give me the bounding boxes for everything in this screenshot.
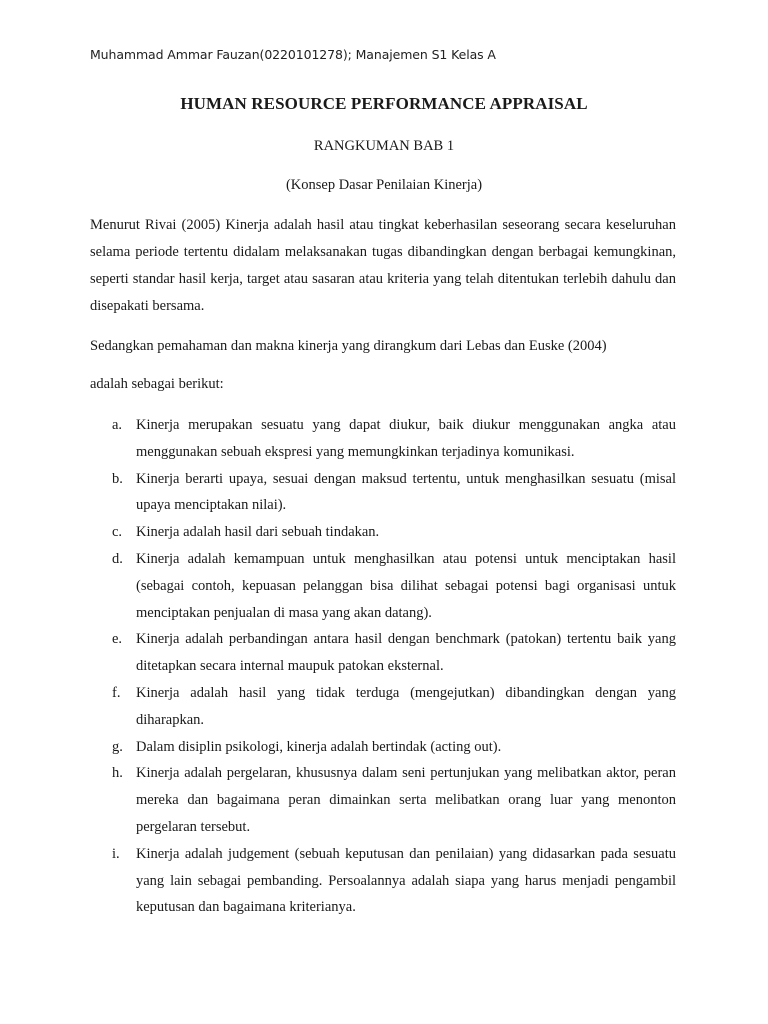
list-marker: g. — [112, 738, 123, 755]
list-marker: h. — [112, 765, 123, 782]
list-item-text: Kinerja adalah hasil dari sebuah tindakan. — [136, 524, 380, 541]
list-item — [90, 519, 676, 546]
list-item — [90, 760, 676, 840]
list-item-text: Kinerja berarti upaya, sesuai dengan maksud tertentu, untuk menghasilkan sesuatu (misal upaya menciptakan nilai). — [136, 470, 676, 514]
document-subtitle: RANGKUMAN BAB 1 — [313, 138, 455, 154]
list-item-text: Kinerja adalah judgement (sebuah keputusan dan penilaian) yang didasarkan pada sesuatu yang lain sebagai pembanding. Persoalannya adalah siapa yang harus menjadi pengambil keputusan dan bagaimana kriterianya. — [136, 845, 676, 916]
list-marker: i. — [112, 845, 120, 862]
list-item-text: Kinerja adalah pergelaran, khususnya dalam seni pertunjukan yang melibatkan aktor, peran mereka dan bagaimana peran dimainkan serta melibatkan orang luar yang menonton pergelaran tersebut. — [136, 765, 676, 835]
definition-list — [90, 412, 676, 921]
paragraph-definition: Menurut Rivai (2005) Kinerja adalah hasil atau tingkat keberhasilan seseorang secara keseluruhan selama periode tertentu didalam melaksanakan tugas dibandingkan dengan berbagai kemungkinan, seperti standar hasil kerja, target atau sasaran atau kriteria yang telah ditentukan terlebih dahulu dan disepakati bersama. — [90, 217, 676, 314]
list-item — [90, 626, 676, 680]
list-item — [90, 466, 676, 520]
list-item — [90, 734, 676, 761]
list-marker: a. — [112, 417, 123, 433]
list-item-text: Kinerja merupakan sesuatu yang dapat diukur, baik diukur menggunakan angka atau menggunakan sebuah ekspresi yang memungkinkan terjadinya komunikasi. — [136, 417, 676, 460]
document-title: HUMAN RESOURCE PERFORMANCE APPRAISAL — [180, 94, 588, 113]
list-marker: c. — [112, 524, 123, 541]
paragraph-lead-in: adalah sebagai berikut: — [90, 376, 224, 392]
list-item-text: Kinerja adalah hasil yang tidak terduga (mengejutkan) dibandingkan dengan yang diharapkan. — [136, 684, 676, 728]
list-item — [90, 680, 676, 734]
list-item — [90, 412, 676, 466]
list-item-text: Kinerja adalah perbandingan antara hasil dengan benchmark (patokan) tertentu baik yang ditetapkan secara internal maupuk patokan eksternal. — [136, 631, 676, 675]
paragraph-intro: Sedangkan pemahaman dan makna kinerja yang dirangkum dari Lebas dan Euske (2004) — [90, 338, 607, 354]
list-item-text: Dalam disiplin psikologi, kinerja adalah bertindak (acting out). — [136, 738, 502, 755]
document-section-title: (Konsep Dasar Penilaian Kinerja) — [285, 177, 483, 193]
list-item-text: Kinerja adalah kemampuan untuk menghasilkan atau potensi untuk menciptakan hasil (sebagai contoh, kepuasan pelanggan bisa dilihat sebagai potensi bagi organisasi untuk menciptakan penjualan di masa yang akan datang). — [136, 550, 676, 621]
list-item — [90, 546, 676, 626]
list-marker: f. — [112, 684, 121, 701]
list-marker: b. — [112, 470, 123, 487]
list-marker: e. — [112, 631, 123, 648]
page-header-author: Muhammad Ammar Fauzan(0220101278); Manajemen S1 Kelas A — [90, 47, 496, 62]
list-item — [90, 841, 676, 921]
list-marker: d. — [112, 550, 123, 567]
